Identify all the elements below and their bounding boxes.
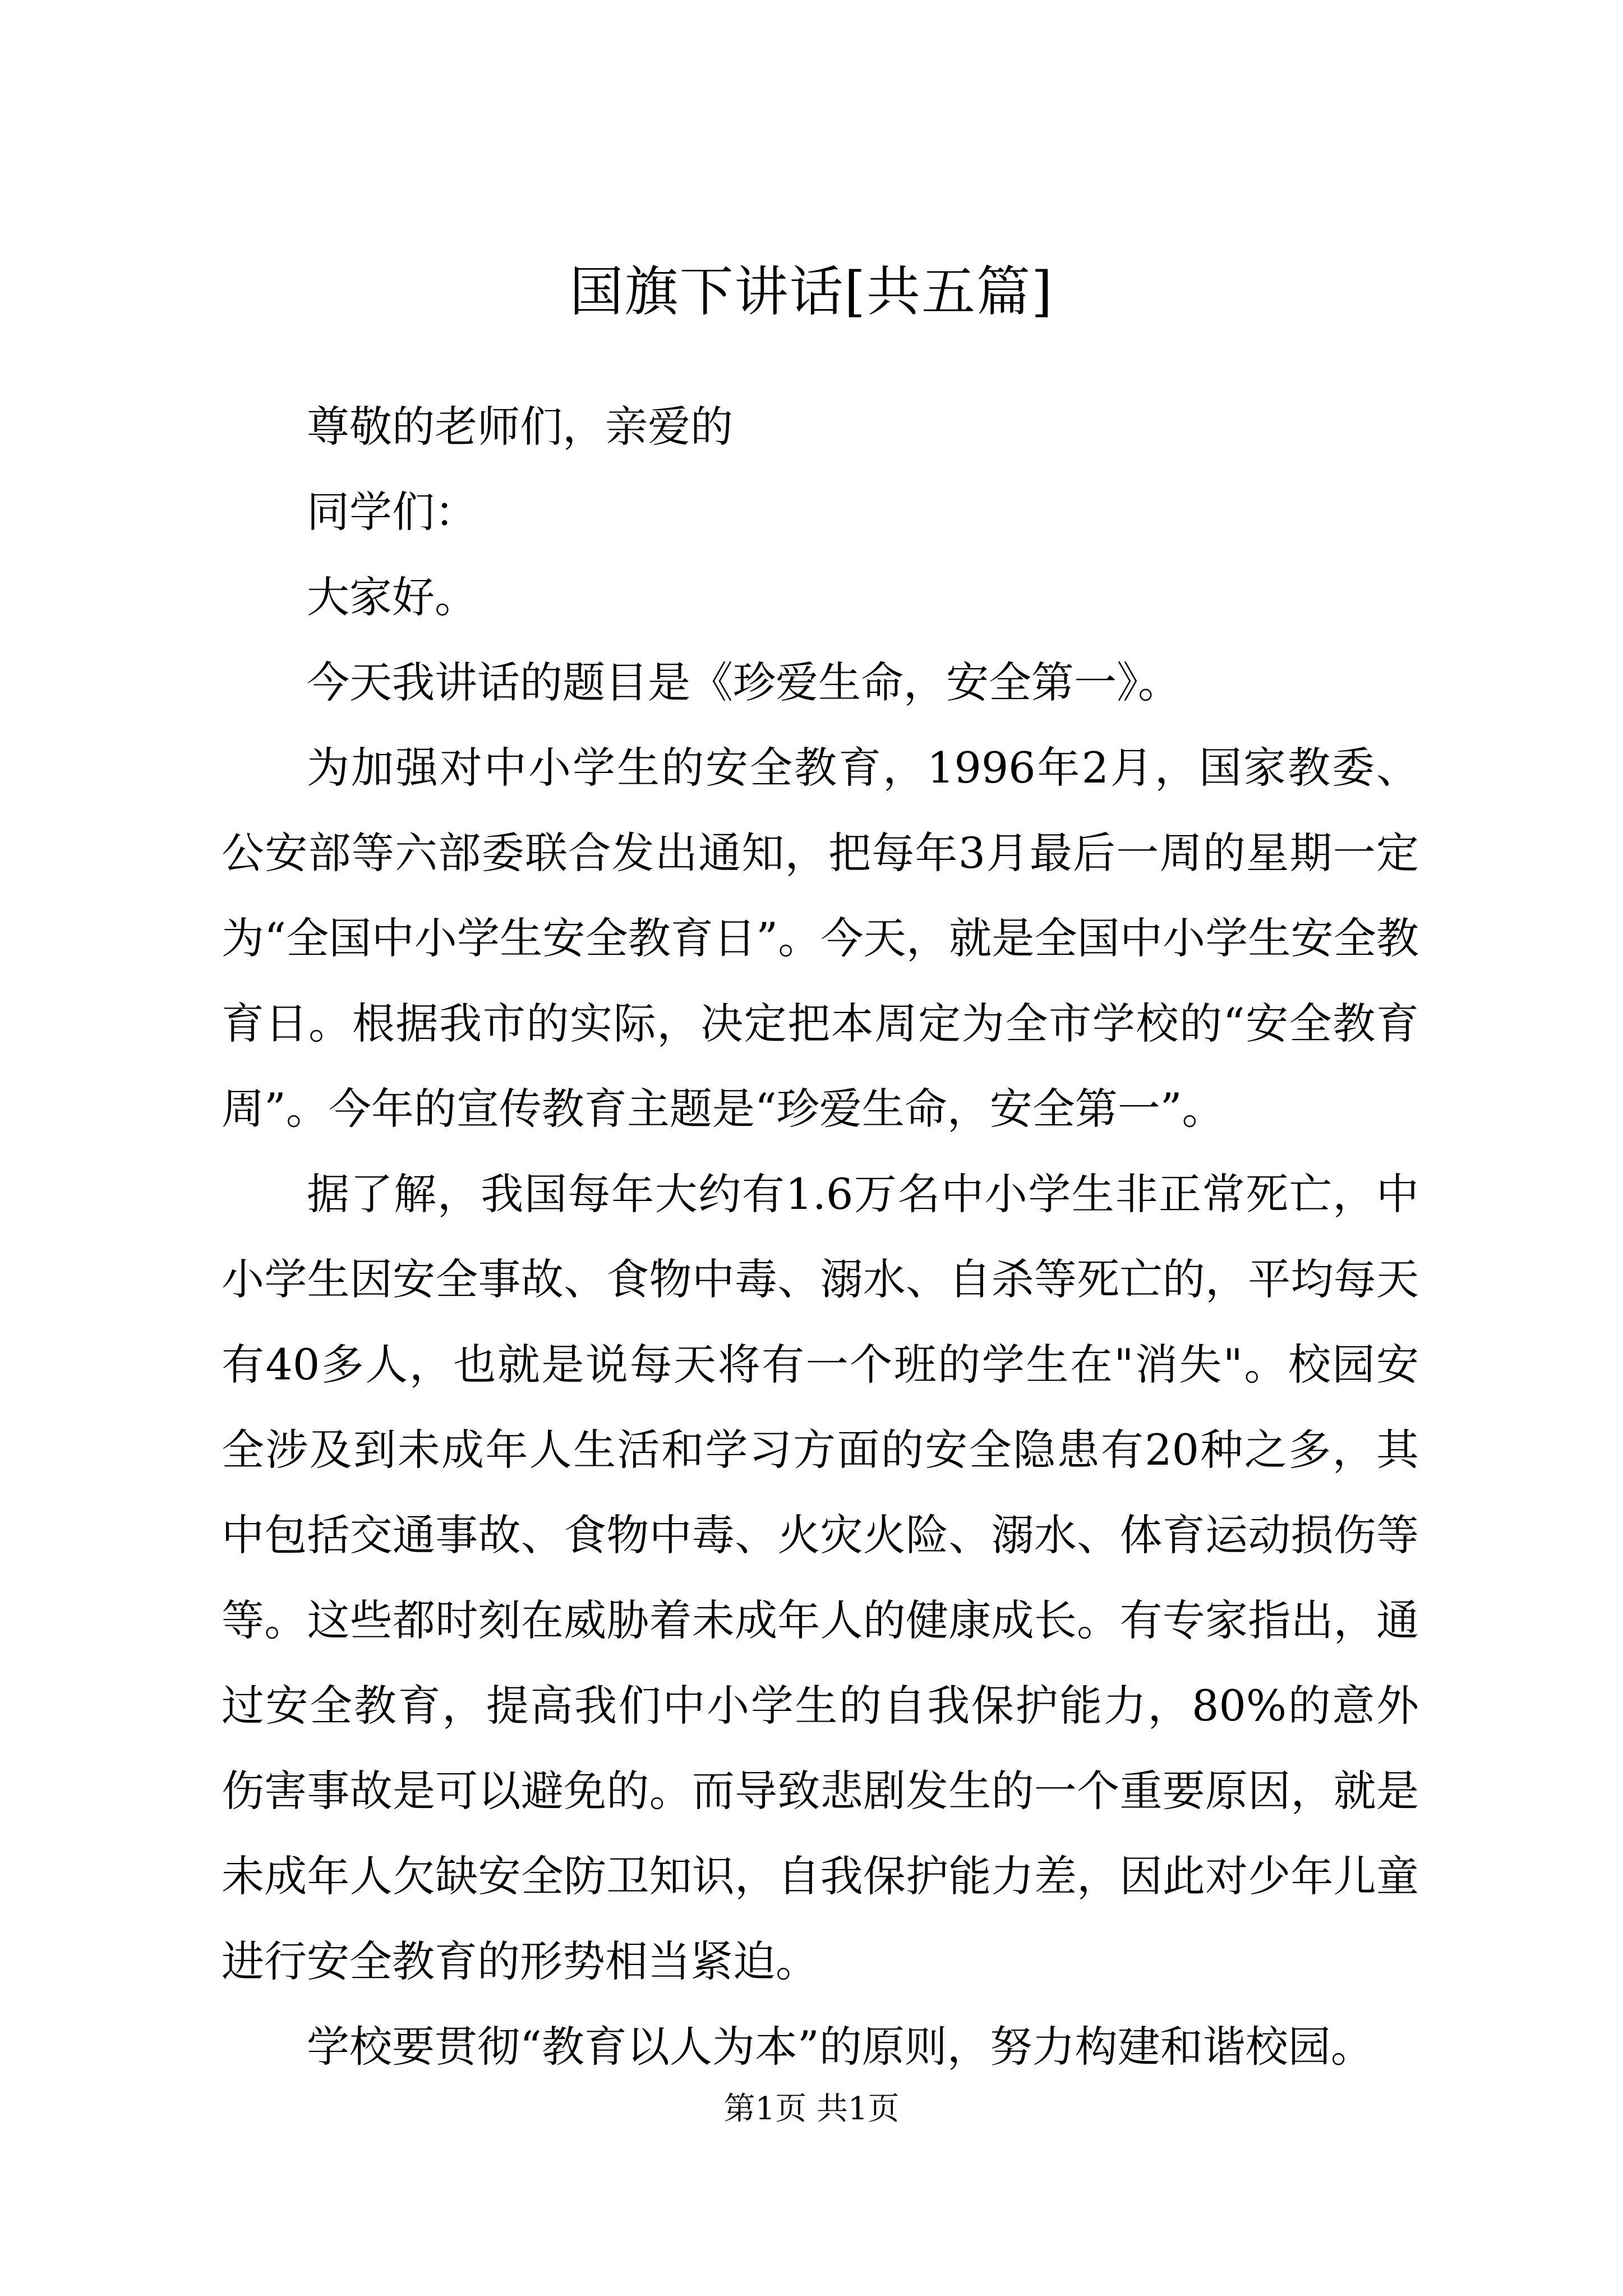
body-paragraph-2: 据了解，我国每年大约有1.6万名中小学生非正常死亡，中小学生因安全事故、食物中毒、溺水、自杀等死亡的，平均每天有40多人，也就是说每天将有一个班的学生在"消失"。校园安全涉及到未成年人生活和学习方面的安全隐患有20种之多，其中包括交通事故、食物中毒、火灾火险、溺水、体育运动损伤等等。这些都时刻在威胁着未成年人的健康成长。有专家指出，通过安全教育，提高我们中小学生的自我保护能力，80%的意外伤害事故是可以避免的。而导致悲剧发生的一个重要原因，就是未成年人欠缺安全防卫知识，自我保护能力差，因此对少年儿童进行安全教育的形势相当紧迫。 — [222, 1169, 1419, 1986]
salutation-line-1: 尊敬的老师们，亲爱的 — [307, 402, 733, 452]
greeting-paragraph: 大家好。 — [307, 572, 477, 622]
salutation-line-2: 同学们： — [307, 487, 477, 537]
document-body — [222, 384, 1419, 2090]
document-title: 国旗下讲话[共五篇] — [569, 260, 1054, 323]
page-footer: 第1页 共1页 — [723, 2091, 900, 2127]
body-paragraph-1: 为加强对中小学生的安全教育，1996年2月，国家教委、公安部等六部委联合发出通知，把每年3月最后一周的星期一定为“全国中小学生安全教育日”。今天，就是全国中小学生安全教育日。根据我市的实际，决定把本周定为全市学校的“安全教育周”。今年的宣传教育主题是“珍爱生命，安全第一”。 — [222, 743, 1419, 1134]
body-paragraph-3: 学校要贯彻“教育以人为本”的原则，努力构建和谐校园。 — [307, 2022, 1373, 2072]
topic-paragraph: 今天我讲话的题目是《珍爱生命，安全第一》。 — [307, 657, 1181, 707]
